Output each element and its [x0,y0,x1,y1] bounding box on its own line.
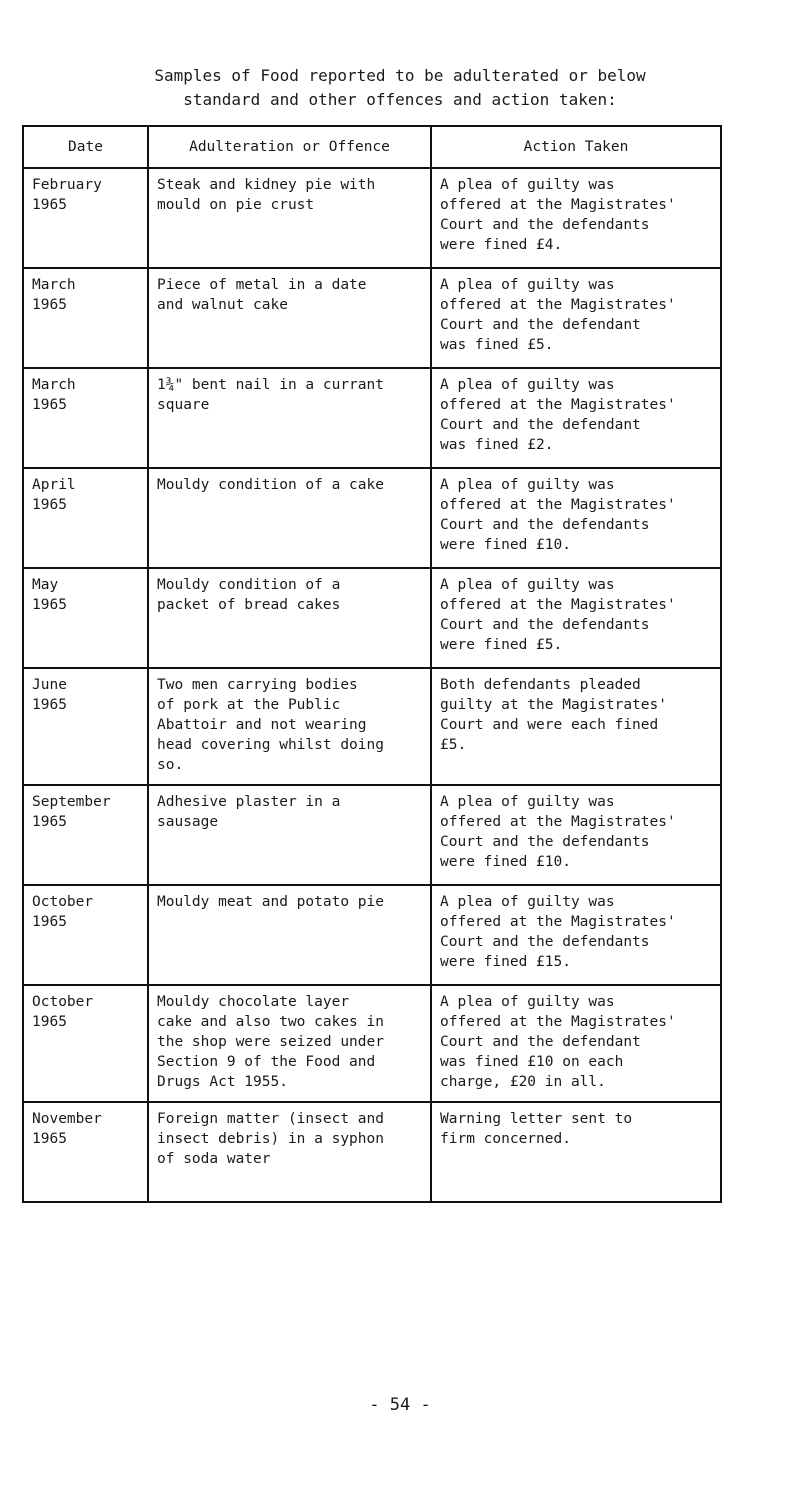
offence-cell [148,368,431,468]
action-cell [431,568,721,668]
row-year: 1965 [32,697,67,713]
date-cell [23,368,148,468]
offence-text: Mouldy condition of a packet of bread cakes [157,577,341,613]
row-year: 1965 [32,197,67,213]
offence-cell [148,1102,431,1202]
row-year: 1965 [32,297,67,313]
row-year: 1965 [32,914,67,930]
table-row [23,168,721,268]
table-header-row [23,126,721,168]
action-cell [431,885,721,985]
action-text: A plea of guilty was offered at the Magistrates' Court and the defendants were fined £4. [440,177,676,253]
page-heading: Samples of Food reported to be adulterated or below standard and other offences and action taken: [154,66,646,109]
offence-text: Mouldy condition of a cake [157,477,384,493]
offence-text: Two men carrying bodies of pork at the Public Abattoir and not wearing head covering whilst doing so. [157,677,384,773]
row-month: June [32,677,67,693]
offence-cell [148,568,431,668]
action-text: A plea of guilty was offered at the Magistrates' Court and the defendants were fined £10. [440,794,676,870]
offence-text: Adhesive plaster in a sausage [157,794,341,830]
row-month: May [32,577,59,593]
date-cell [23,168,148,268]
offence-text: Piece of metal in a date and walnut cake [157,277,367,313]
date-cell [23,468,148,568]
offence-text: 1¾" bent nail in a currant square [157,377,384,413]
offence-cell [148,668,431,785]
offence-cell [148,985,431,1102]
row-month: November [32,1111,102,1127]
action-cell [431,368,721,468]
offence-text: Mouldy meat and potato pie [157,894,384,910]
column-header-date: Date [23,126,148,168]
action-text: Warning letter sent to firm concerned. [440,1111,633,1147]
table-row [23,885,721,985]
action-text: A plea of guilty was offered at the Magistrates' Court and the defendant was fined £10 on each charge, £20 in all. [440,994,676,1090]
table-row [23,468,721,568]
offence-cell [148,885,431,985]
offences-table [22,125,722,1203]
row-month: February [32,177,102,193]
row-month: September [32,794,111,810]
table-row [23,668,721,785]
action-cell [431,168,721,268]
row-month: October [32,894,94,910]
date-cell [23,785,148,885]
date-cell [23,985,148,1102]
row-month: March [32,377,76,393]
table-row [23,985,721,1102]
row-year: 1965 [32,814,67,830]
table-row [23,568,721,668]
action-cell [431,268,721,368]
offence-text: Mouldy chocolate layer cake and also two cakes in the shop were seized under Section 9 of the Food and Drugs Act 1955. [157,994,384,1090]
action-text: A plea of guilty was offered at the Magistrates' Court and the defendants were fined £5. [440,577,676,653]
action-text: A plea of guilty was offered at the Magistrates' Court and the defendant was fined £5. [440,277,676,353]
offence-cell [148,468,431,568]
row-year: 1965 [32,1014,67,1030]
row-year: 1965 [32,497,67,513]
offence-cell [148,168,431,268]
action-text: A plea of guilty was offered at the Magistrates' Court and the defendant was fined £2. [440,377,676,453]
table-row [23,785,721,885]
action-text: A plea of guilty was offered at the Magistrates' Court and the defendants were fined £15. [440,894,676,970]
column-header-action: Action Taken [431,126,721,168]
page-number: - 54 - [369,1395,431,1415]
date-cell [23,1102,148,1202]
offence-cell [148,268,431,368]
row-year: 1965 [32,397,67,413]
date-cell [23,885,148,985]
action-text: A plea of guilty was offered at the Magistrates' Court and the defendants were fined £10. [440,477,676,553]
table-row [23,268,721,368]
column-header-offence: Adulteration or Offence [148,126,431,168]
action-cell [431,468,721,568]
row-month: October [32,994,94,1010]
row-month: April [32,477,76,493]
row-year: 1965 [32,1131,67,1147]
action-cell [431,985,721,1102]
offence-text: Foreign matter (insect and insect debris) in a syphon of soda water [157,1111,384,1167]
row-month: March [32,277,76,293]
date-cell [23,668,148,785]
row-year: 1965 [32,597,67,613]
action-cell [431,1102,721,1202]
date-cell [23,268,148,368]
action-cell [431,785,721,885]
table-row [23,1102,721,1202]
action-cell [431,668,721,785]
offence-text: Steak and kidney pie with mould on pie crust [157,177,376,213]
date-cell [23,568,148,668]
table-row [23,368,721,468]
offence-cell [148,785,431,885]
action-text: Both defendants pleaded guilty at the Magistrates' Court and were each fined £5. [440,677,667,753]
